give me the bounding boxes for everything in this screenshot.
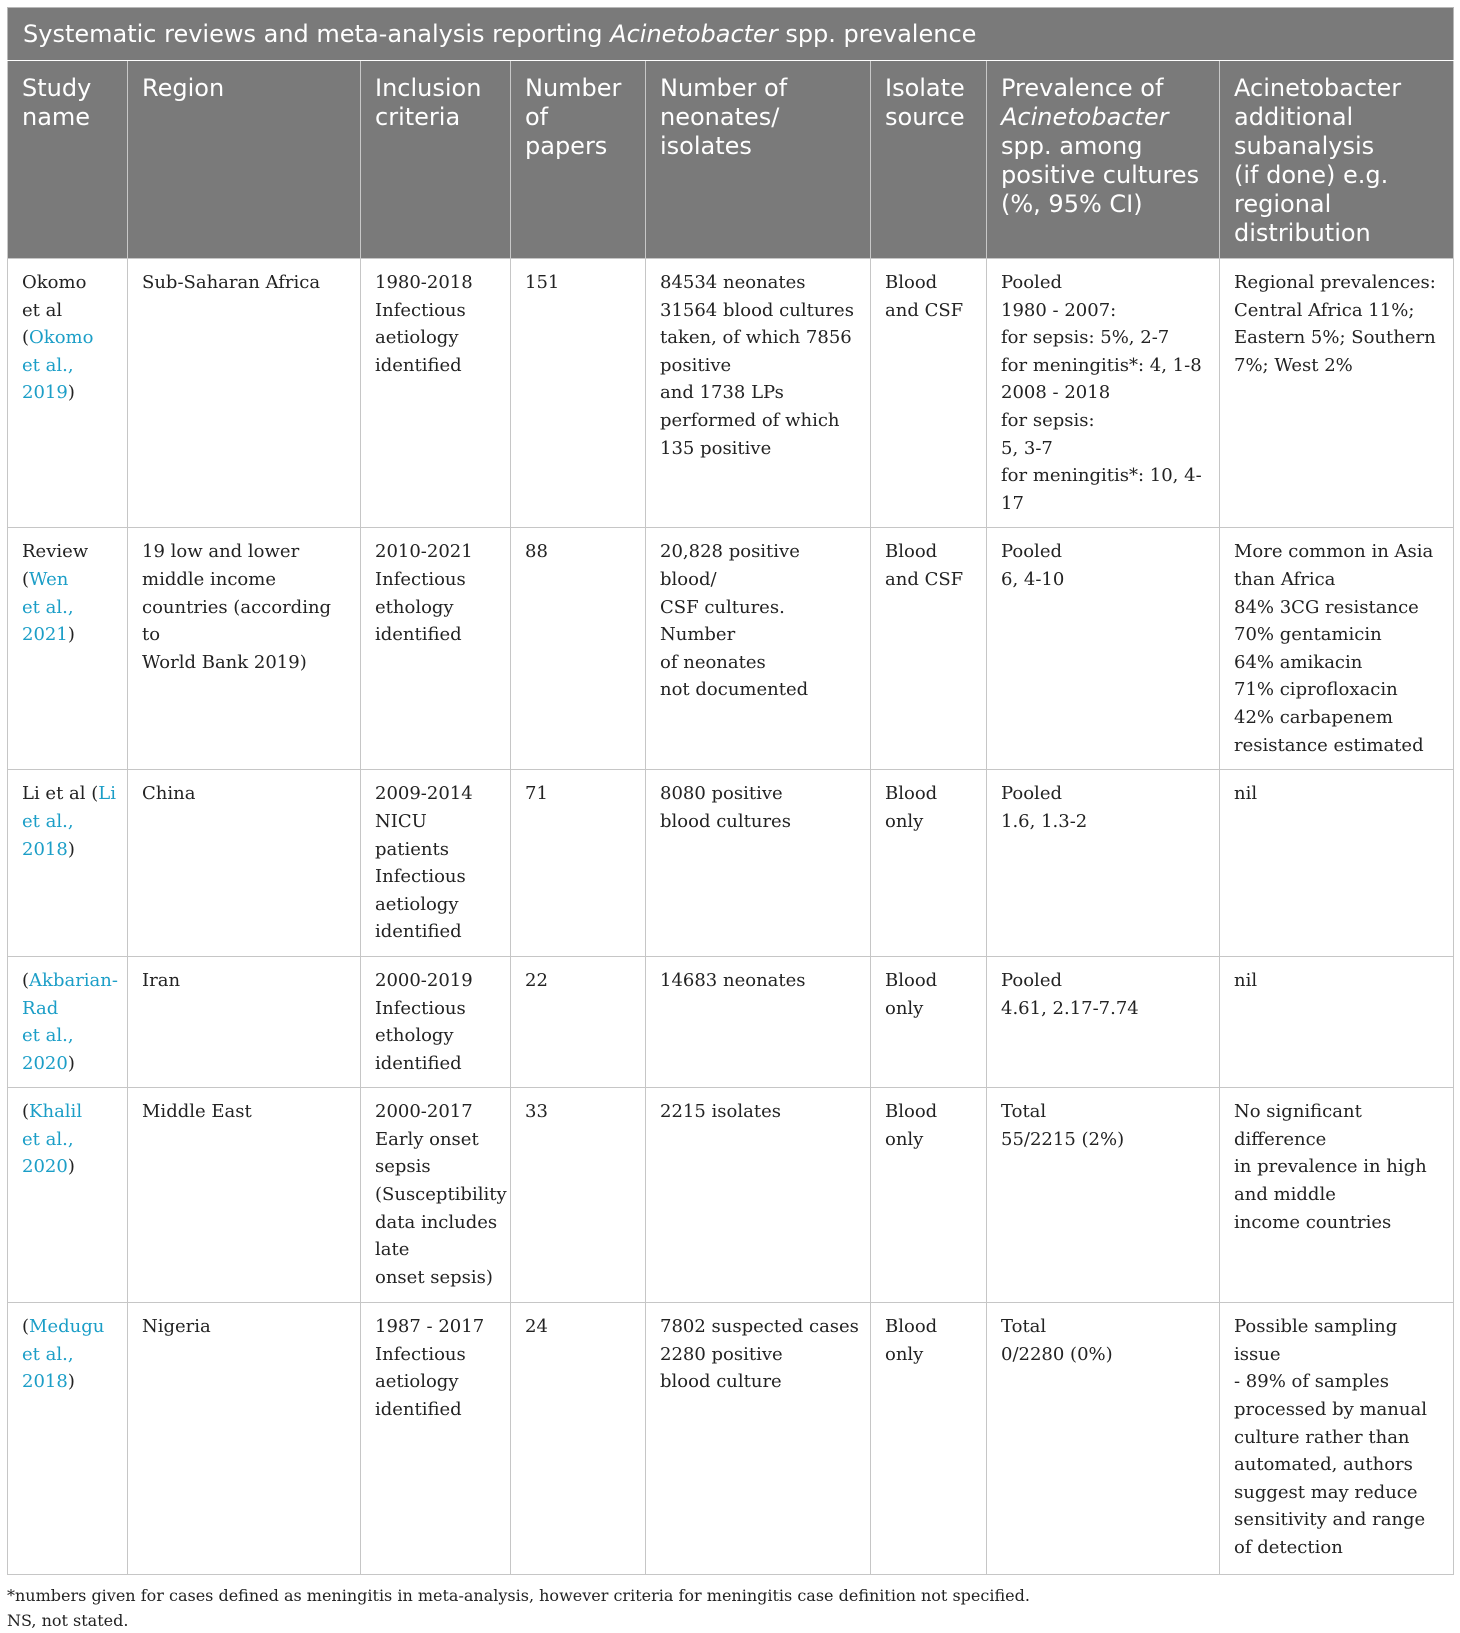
cell-subanalysis-line: - 89% of samples [1234,1371,1389,1393]
cell-number-of-neonates-line: performed of which [660,409,840,431]
cell-number-of-neonates-line: not documented [660,679,809,701]
cell-study-name [8,770,128,957]
header-number-of-papers [511,61,646,259]
cell-isolate-source [871,528,987,770]
cell-number-of-neonates-line: 2280 positive [660,1343,783,1365]
study-line: (Okomo [22,327,94,349]
study-line: 2020) [22,1156,75,1178]
header-line: neonates/ [660,103,780,131]
cell-inclusion-criteria-line: identified [375,624,462,646]
study-line [22,297,119,325]
cell-inclusion-criteria-line: 1987 - 2017 [375,1316,485,1338]
cell-prevalence-line: 2008 - 2018 [1001,382,1111,404]
cell-isolate-source-line: Blood [885,272,938,293]
study-line [22,269,119,297]
header-line: Number of [660,74,788,102]
title-suffix: spp. prevalence [777,20,977,48]
cell-inclusion-criteria [361,528,511,770]
cell-subanalysis-line: nil [1234,783,1258,805]
cell-isolate-source [871,770,987,957]
cell-region [128,956,361,1087]
cell-number-of-neonates-line: 31564 blood cultures [660,299,854,321]
cell-prevalence-line: 1980 - 2007: [1001,299,1117,321]
cell-subanalysis [1220,259,1454,528]
header-study-name [8,61,128,259]
cell-prevalence-line: 4.61, 2.17-7.74 [1001,997,1139,1019]
cell-inclusion-criteria-line: ethology [375,1025,454,1047]
cell-region-line: countries (according to [142,596,337,646]
cell-number-of-neonates-line: 135 positive [660,437,772,459]
cell-subanalysis-line: in prevalence in high [1234,1156,1427,1178]
cell-inclusion-criteria-line: identified [375,1052,462,1074]
header-line: regional [1234,190,1332,218]
cell-inclusion-criteria [361,956,511,1087]
header-line: name [22,103,91,131]
table-body [8,259,1454,1575]
cell-inclusion-criteria-line: aetiology [375,1371,459,1393]
cell-subanalysis-line: 84% 3CG resistance [1234,596,1419,618]
cell-prevalence-line: for sepsis: [1001,409,1095,431]
header-line: criteria [375,103,461,131]
cell-inclusion-criteria-line: Infectious [375,997,466,1019]
cell-subanalysis-line: income countries [1234,1211,1392,1233]
citation-link[interactable]: et al., [22,1128,74,1150]
cell-inclusion-criteria-line: 2000-2019 [375,969,473,991]
citation-link[interactable]: et al., [22,1343,74,1365]
cell-subanalysis [1220,770,1454,957]
header-region [128,61,361,259]
citation-link[interactable]: 2018 [22,838,68,860]
citation-link[interactable]: 2020 [22,1052,68,1074]
cell-inclusion-criteria [361,1303,511,1575]
cell-inclusion-criteria-line: 2000-2017 [375,1101,473,1123]
cell-number-of-papers: 71 [511,770,646,957]
header-line: (if done) e.g. [1234,161,1389,189]
cell-subanalysis-line: automated, authors [1234,1454,1413,1476]
cell-inclusion-criteria-line: aetiology [375,893,459,915]
study-line: 2019) [22,382,75,404]
citation-link[interactable]: et al., [22,596,74,618]
cell-subanalysis-line: sensitivity and range [1234,1509,1426,1531]
header-line: positive cultures [1001,161,1200,189]
citation-link[interactable]: Medugu [29,1316,105,1338]
cell-prevalence [987,770,1220,957]
study-line: (Medugu [22,1316,105,1338]
citation-link[interactable]: Rad [22,997,59,1019]
header-prevalence-line: Prevalence of [1001,74,1164,102]
study-line: (Akbarian- [22,969,118,991]
cell-prevalence [987,259,1220,528]
cell-number-of-neonates-line: blood culture [660,1371,782,1393]
cell-study-name [8,956,128,1087]
citation-link[interactable]: et al., [22,810,74,832]
cell-number-of-neonates [646,528,871,770]
header-prevalence-rest [1001,132,1209,219]
cell-subanalysis-line: Possible sampling issue [1234,1316,1404,1365]
header-line: Inclusion [375,74,482,102]
cell-subanalysis-line: More common in Asia [1234,541,1434,563]
cell-isolate-source [871,1088,987,1303]
citation-link[interactable]: Li [98,783,116,805]
cell-prevalence-line: Total [1001,1101,1047,1123]
study-line: 2021) [22,624,75,646]
study-line: (Khalil [22,1101,83,1123]
header-line: Number [525,74,622,102]
cell-study-name [8,528,128,770]
table-row [8,1088,1454,1303]
cell-region-line: Middle East [142,1101,252,1123]
cell-prevalence-line: 5, 3-7 [1001,437,1053,459]
cell-subanalysis-line: Eastern 5%; Southern [1234,327,1436,349]
footnotes [7,1583,1453,1633]
cell-subanalysis [1220,1303,1454,1575]
citation-link[interactable]: 2019 [22,382,68,404]
study-line [22,594,119,622]
footnote-line: *numbers given for cases defined as meningitis in meta-analysis, however criteria for meningitis case definition not specified. [7,1586,1030,1606]
cell-inclusion-criteria-line: (Susceptibility [375,1184,507,1206]
citation-link[interactable]: Akbarian- [29,969,118,991]
cell-number-of-neonates-line: 84534 neonates [660,272,806,293]
header-line: Study [22,74,92,102]
cell-number-of-neonates [646,956,871,1087]
header-subanalysis [1220,61,1454,259]
cell-inclusion-criteria-line: NICU patients [375,810,449,860]
cell-subanalysis-line: processed by manual [1234,1399,1427,1421]
table-row [8,770,1454,957]
cell-inclusion-criteria-line: sepsis [375,1156,431,1178]
cell-inclusion-criteria [361,1088,511,1303]
cell-subanalysis-line: and middle [1234,1184,1336,1206]
cell-subanalysis-line: 64% amikacin [1234,651,1363,673]
header-line: Acinetobacter [1234,74,1402,102]
cell-number-of-neonates-line: positive [660,354,732,376]
cell-region [128,770,361,957]
cell-number-of-neonates-line: 2215 isolates [660,1101,781,1123]
cell-region [128,259,361,528]
table-row [8,528,1454,770]
cell-prevalence-line: Pooled [1001,272,1062,293]
cell-prevalence [987,1088,1220,1303]
citation-link[interactable]: 2021 [22,624,68,646]
table-row [8,259,1454,528]
study-line [22,808,119,836]
cell-region-line: World Bank 2019) [142,651,307,673]
header-line: additional [1234,103,1354,131]
cell-subanalysis-line: nil [1234,969,1258,991]
study-line [22,995,119,1023]
cell-prevalence-line: for meningitis*: 10, 4-17 [1001,465,1202,514]
cell-inclusion-criteria-line: Infectious [375,299,466,321]
cell-isolate-source-line: Blood [885,969,938,991]
citation-link[interactable]: Okomo [29,327,94,349]
cell-subanalysis-line: 70% gentamicin [1234,624,1382,646]
cell-prevalence-line: Pooled [1001,541,1062,563]
cell-subanalysis-line: of detection [1234,1537,1343,1559]
cell-subanalysis [1220,1088,1454,1303]
cell-region-line: 19 low and lower [142,541,300,563]
cell-study-name [8,1088,128,1303]
footnote-line: NS, not stated. [7,1611,129,1631]
cell-number-of-neonates-line: 7802 suspected cases [660,1316,859,1338]
study-line [22,1126,119,1154]
cell-inclusion-criteria [361,259,511,528]
cell-number-of-neonates-line: 20,828 positive blood/ [660,541,806,590]
cell-inclusion-criteria-line: ethology [375,596,454,618]
cell-prevalence-line: 0/2280 (0%) [1001,1343,1113,1365]
cell-number-of-papers: 88 [511,528,646,770]
cell-subanalysis-line: 71% ciprofloxacin [1234,679,1398,701]
cell-isolate-source-line: and CSF [885,299,964,321]
header-line: isolates [660,132,752,160]
cell-region-line: China [142,783,196,805]
cell-study-name [8,259,128,528]
cell-isolate-source [871,1303,987,1575]
citation-link[interactable]: 2018 [22,1371,68,1393]
cell-inclusion-criteria-line: Infectious [375,866,466,888]
cell-isolate-source-line: only [885,1128,924,1150]
cell-number-of-papers: 33 [511,1088,646,1303]
table-row [8,956,1454,1087]
table-title [8,8,1454,61]
cell-subanalysis [1220,956,1454,1087]
cell-region-line: middle income [142,568,276,590]
cell-subanalysis-line: suggest may reduce [1234,1481,1418,1503]
cell-isolate-source-line: Blood [885,1101,938,1123]
study-text: et al [22,299,63,321]
cell-inclusion-criteria-line: Early onset [375,1128,479,1150]
cell-number-of-neonates-line: of neonates [660,651,766,673]
prevalence-table [7,7,1454,1575]
study-text: Okomo [22,272,87,293]
header-line: Isolate [885,74,965,102]
cell-prevalence [987,1303,1220,1575]
cell-subanalysis-line: resistance estimated [1234,734,1424,756]
cell-number-of-neonates [646,1088,871,1303]
study-line: 2018) [22,838,75,860]
cell-region [128,528,361,770]
cell-isolate-source-line: only [885,810,924,832]
cell-prevalence-line: Pooled [1001,783,1062,805]
cell-number-of-neonates-line: taken, of which 7856 [660,327,852,349]
cell-prevalence-line: Total [1001,1316,1047,1338]
cell-subanalysis-line: culture rather than [1234,1426,1410,1448]
cell-number-of-neonates [646,770,871,957]
header-prevalence [987,61,1220,259]
cell-inclusion-criteria-line: identified [375,354,462,376]
cell-inclusion-criteria-line: Infectious [375,568,466,590]
cell-prevalence-line: 6, 4-10 [1001,568,1065,590]
cell-subanalysis-line: than Africa [1234,568,1336,590]
header-line: (%, 95% CI) [1001,190,1143,218]
cell-study-name [8,1303,128,1575]
header-line: Region [142,74,225,102]
study-line: 2020) [22,1052,75,1074]
cell-number-of-neonates-line: CSF cultures. Number [660,596,791,646]
cell-isolate-source [871,956,987,1087]
study-line [22,352,119,380]
header-row [8,61,1454,259]
header-line: papers [525,132,608,160]
study-line [22,780,119,808]
cell-number-of-neonates-line: 14683 neonates [660,969,806,991]
cell-number-of-neonates-line: blood cultures [660,810,791,832]
citation-link[interactable]: Khalil [29,1101,83,1123]
header-line: subanalysis [1234,132,1375,160]
study-line [22,1022,119,1050]
study-line: (Wen [22,568,69,590]
cell-inclusion-criteria-line: onset sepsis) [375,1266,493,1288]
header-line: of [525,103,549,131]
cell-prevalence-line: for meningitis*: 4, 1-8 [1001,354,1202,376]
cell-inclusion-criteria-line: identified [375,1399,462,1421]
cell-number-of-neonates [646,1303,871,1575]
cell-isolate-source [871,259,987,528]
cell-number-of-papers: 24 [511,1303,646,1575]
cell-subanalysis-line: 7%; West 2% [1234,354,1353,376]
cell-inclusion-criteria-line: data includes [375,1211,498,1233]
citation-link[interactable]: Wen [29,568,69,590]
header-line: source [885,103,965,131]
header-inclusion-criteria [361,61,511,259]
cell-prevalence-line: 1.6, 1.3-2 [1001,810,1088,832]
cell-isolate-source-line: Blood [885,541,938,563]
cell-inclusion-criteria-line: identified [375,921,462,943]
cell-prevalence [987,956,1220,1087]
cell-prevalence-line: 55/2215 (2%) [1001,1128,1125,1150]
cell-number-of-neonates-line: and 1738 LPs [660,382,784,404]
cell-number-of-neonates [646,259,871,528]
cell-subanalysis-line: Central Africa 11%; [1234,299,1415,321]
cell-inclusion-criteria-line: 1980-2018 [375,272,473,293]
header-isolate-source [871,61,987,259]
cell-isolate-source-line: only [885,1343,924,1365]
study-text: Review [22,541,89,563]
cell-region-line: Iran [142,969,181,991]
cell-subanalysis-line: No significant difference [1234,1101,1368,1150]
cell-inclusion-criteria-line: 2010-2021 [375,541,473,563]
header-line: distribution [1234,219,1371,247]
cell-subanalysis-line: 42% carbapenem [1234,706,1393,728]
cell-region-line: Sub-Saharan Africa [142,272,321,293]
cell-inclusion-criteria-line: Infectious [375,1343,466,1365]
cell-region [128,1088,361,1303]
cell-number-of-papers: 22 [511,956,646,1087]
cell-subanalysis [1220,528,1454,770]
cell-isolate-source-line: Blood [885,783,938,805]
cell-prevalence-line: for sepsis: 5%, 2-7 [1001,327,1170,349]
cell-region-line: Nigeria [142,1316,211,1338]
cell-subanalysis-line: Regional prevalences: [1234,272,1436,293]
header-number-of-neonates [646,61,871,259]
cell-number-of-neonates-line: 8080 positive [660,783,783,805]
cell-inclusion-criteria-line: aetiology [375,327,459,349]
title-italic-genus: Acinetobacter [610,20,778,48]
cell-prevalence-line: Pooled [1001,969,1062,991]
cell-isolate-source-line: only [885,997,924,1019]
cell-region [128,1303,361,1575]
citation-link[interactable]: et al., [22,354,74,376]
study-line [22,538,119,566]
table-container [7,7,1453,1633]
cell-inclusion-criteria-line: 2009-2014 [375,783,473,805]
citation-link[interactable]: 2020 [22,1156,68,1178]
header-line: spp. among [1001,132,1143,160]
cell-isolate-source-line: Blood [885,1316,938,1338]
cell-inclusion-criteria [361,770,511,957]
study-line [22,1341,119,1369]
table-row [8,1303,1454,1575]
study-line: 2018) [22,1371,75,1393]
cell-isolate-source-line: and CSF [885,568,964,590]
cell-prevalence [987,528,1220,770]
cell-inclusion-criteria-line: late [375,1239,410,1261]
citation-link[interactable]: et al., [22,1025,74,1047]
study-text: Li et al ( [22,783,99,805]
header-prevalence-italic: Acinetobacter [1001,103,1169,131]
title-text: Systematic reviews and meta-analysis reporting [23,20,611,48]
cell-number-of-papers: 151 [511,259,646,528]
